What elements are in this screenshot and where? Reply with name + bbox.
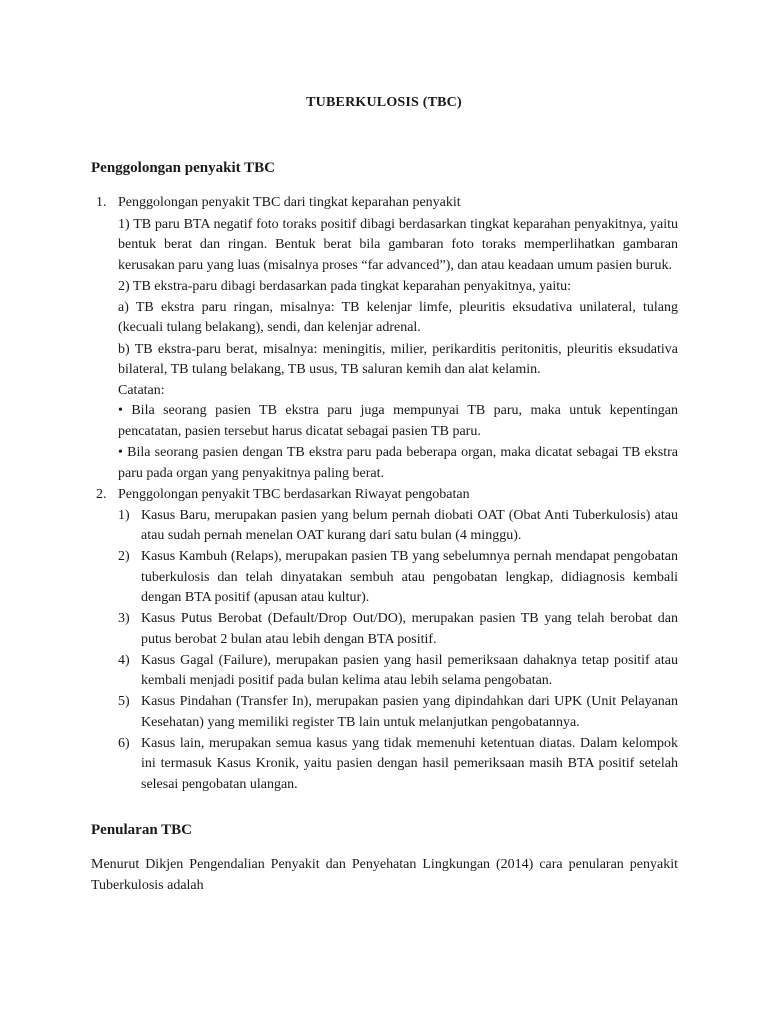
- sublist-text: Kasus Pindahan (Transfer In), merupakan pasien yang dipindahkan dari UPK (Unit Pelayanan Kesehatan) yang memiliki register TB lain untuk melanjutkan pengobatannya.: [141, 694, 678, 730]
- section-heading-penularan: Penularan TBC: [91, 822, 192, 838]
- sublist-text: Kasus Gagal (Failure), merupakan pasien yang hasil pemeriksaan dahaknya tetap positif atau kembali menjadi positif pada bulan kelima atau lebih selama pengobatan.: [141, 652, 678, 688]
- list-item-title: Penggolongan penyakit TBC dari tingkat keparahan penyakit: [118, 195, 461, 210]
- sublist-text: Kasus Baru, merupakan pasien yang belum pernah diobati OAT (Obat Anti Tuberkulosis) atau atau sudah pernah menelan OAT kurang dari satu bulan (4 minggu).: [141, 507, 678, 543]
- list-number: 2.: [96, 487, 107, 502]
- list-item-1: [91, 193, 678, 484]
- document-title: TUBERKULOSIS (TBC): [306, 95, 462, 110]
- sublist-number: 3): [118, 611, 130, 626]
- list-number: 1.: [96, 195, 107, 210]
- paragraph-ekstra-berat: b) TB ekstra-paru berat, misalnya: meningitis, milier, perikarditis peritonitis, pleuritis eksudativa bilateral, TB tulang belakang, TB usus, TB saluran kemih dan alat kelamin.: [118, 341, 678, 377]
- sublist-number: 1): [118, 507, 130, 523]
- sublist-number: 6): [118, 735, 130, 751]
- paragraph-note-bullet-2: • Bila seorang pasien dengan TB ekstra paru pada beberapa organ, maka dicatat sebagai TB ekstra paru pada organ yang penyakitnya paling berat.: [118, 445, 678, 481]
- sublist-item: [118, 506, 678, 547]
- paragraph-tb-paru: 1) TB paru BTA negatif foto toraks positif dibagi berdasarkan tingkat keparahan penyakitnya, yaitu bentuk berat dan ringan. Bentuk berat bila gambaran foto toraks memperlihatkan gambaran kerusakan paru yang luas (misalnya proses “far advanced”), dan atau keadaan umum pasien buruk.: [118, 216, 678, 273]
- sublist-item: [118, 547, 678, 609]
- sublist-item: [118, 734, 678, 796]
- list-item-title: Penggolongan penyakit TBC berdasarkan Riwayat pengobatan: [118, 487, 470, 502]
- sublist-text: Kasus Putus Berobat (Default/Drop Out/DO), merupakan pasien TB yang telah berobat dan putus berobat 2 bulan atau lebih dengan BTA positif.: [141, 611, 678, 647]
- sublist-item: [118, 609, 678, 650]
- paragraph-note-bullet-1: • Bila seorang pasien TB ekstra paru juga mempunyai TB paru, maka untuk kepentingan pencatatan, pasien tersebut harus dicatat sebagai pasien TB paru.: [118, 403, 678, 439]
- sublist-number: 5): [118, 694, 130, 709]
- paragraph-tb-ekstra-paru: 2) TB ekstra-paru dibagi berdasarkan pada tingkat keparahan penyakitnya, yaitu:: [118, 279, 572, 294]
- sublist-item: [118, 651, 678, 692]
- history-sublist: [118, 506, 678, 796]
- sublist-text: Kasus lain, merupakan semua kasus yang tidak memenuhi ketentuan diatas. Dalam kelompok ini termasuk Kasus Kronik, yaitu pasien dengan hasil pemeriksaan masih BTA positif setelah selesai pengobatan ulangan.: [141, 735, 678, 792]
- penularan-paragraph: Menurut Dikjen Pengendalian Penyakit dan Penyehatan Lingkungan (2014) cara penularan penyakit Tuberkulosis adalah: [91, 857, 678, 893]
- sublist-item: [118, 692, 678, 733]
- list-item-2: [91, 485, 678, 795]
- section-heading-penggolongan: Penggolongan penyakit TBC: [91, 160, 275, 176]
- sublist-text: Kasus Kambuh (Relaps), merupakan pasien TB yang sebelumnya pernah mendapat pengobatan tuberkulosis dan telah dinyatakan sembuh atau pengobatan lengkap, didiagnosis kembali dengan BTA positif (apusan atau kultur).: [141, 549, 678, 605]
- classification-list: [91, 193, 678, 796]
- paragraph-catatan-label: Catatan:: [118, 382, 165, 398]
- sublist-number: 4): [118, 652, 130, 668]
- sublist-number: 2): [118, 549, 130, 564]
- paragraph-ekstra-ringan: a) TB ekstra paru ringan, misalnya: TB kelenjar limfe, pleuritis eksudativa unilateral, tulang (kecuali tulang belakang), sendi, dan kelenjar adrenal.: [118, 299, 678, 335]
